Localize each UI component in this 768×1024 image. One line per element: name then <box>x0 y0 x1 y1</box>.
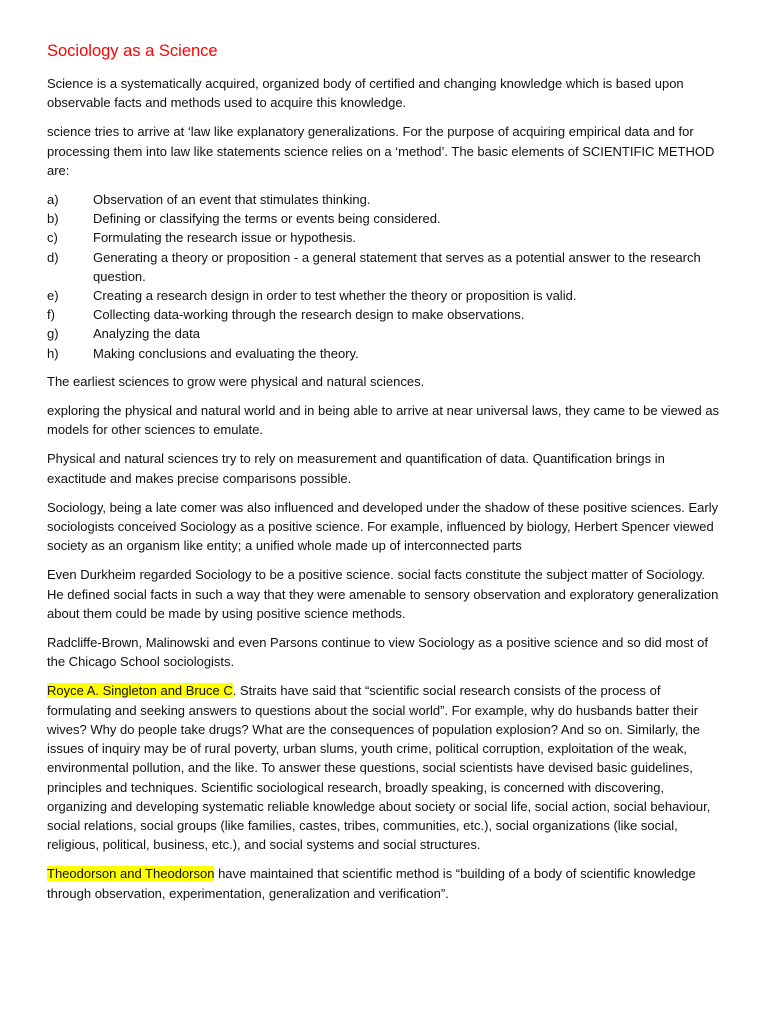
paragraph-durkheim: Even Durkheim regarded Sociology to be a positive science. social facts constitute the subject matter of Sociology. He defined social facts in such a way that they were amenable to sensory observation and exploratory generalization about them could be made by using positive science methods. <box>47 567 719 621</box>
list-item-text: Formulating the research issue or hypothesis. <box>93 230 357 246</box>
list-item-marker: a) <box>47 192 59 208</box>
list-item-text: Making conclusions and evaluating the theory. <box>93 345 359 361</box>
list-item-text: Generating a theory or proposition - a general statement that serves as a potential answer to the research question. <box>93 249 701 284</box>
list-item-marker: c) <box>47 230 58 246</box>
document-title: Sociology as a Science <box>47 42 218 60</box>
list-item-marker: b) <box>47 211 59 227</box>
paragraph-physical-world: exploring the physical and natural world and in being able to arrive at near universal laws, they came to be viewed as models for other sciences to emulate. <box>47 403 720 438</box>
paragraph-singleton-text: . Straits have said that “scientific social research consists of the process of formulating and seeking answers to questions about the social world”. For example, why do husbands batter their wives? Why do people take drugs? What are the consequences of population explosion? And so on. Similarly, the issues of inquiry may be of rural poverty, urban slums, youth crime, political corruption, exploitation of the weak, environmental pollution, and the like. To answer these questions, social scientists have devised basic guidelines, principles and techniques. Scientific sociological research, broadly speaking, is concerned with discovering, organizing and developing systematic reliable knowledge about society or social life, social action, social behaviour, social relations, social groups (like families, castes, tribes, communities, etc.), social organizations (like social, religious, political, business, etc.), and social systems and social structures. <box>47 683 711 853</box>
document-page <box>47 40 723 913</box>
paragraph-quantification: Physical and natural sciences try to rely on measurement and quantification of data. Quantification brings in exactitude and makes precise comparisons possible. <box>47 451 665 486</box>
list-item <box>47 228 723 247</box>
list-item-text: Defining or classifying the terms or events being considered. <box>93 211 441 227</box>
paragraph-singleton-straits <box>47 681 723 854</box>
scientific-method-steps-list <box>47 190 723 363</box>
list-item-marker: g) <box>47 326 59 342</box>
paragraph-earliest-sciences: The earliest sciences to grow were physical and natural sciences. <box>47 373 425 389</box>
list-item-text: Collecting data-working through the research design to make observations. <box>93 307 525 323</box>
list-item <box>47 305 723 324</box>
list-item-marker: e) <box>47 288 59 304</box>
list-item <box>47 344 723 363</box>
list-item-marker: h) <box>47 345 59 361</box>
highlighted-author-theodorson: Theodorson and Theodorson <box>47 866 215 882</box>
list-item-text: Creating a research design in order to test whether the theory or proposition is valid. <box>93 288 577 304</box>
highlighted-author-singleton: Royce A. Singleton and Bruce C <box>47 683 233 699</box>
paragraph-late-comer: Sociology, being a late comer was also influenced and developed under the shadow of these positive sciences. Early sociologists conceived Sociology as a positive science. For example, influenced by biology, Herbert Spencer viewed society as an organism like entity; a unified whole made up of interconnected parts <box>47 499 719 554</box>
list-item-marker: f) <box>47 307 55 323</box>
paragraph-theodorson-text: have maintained that scientific method is “building of a body of scientific knowledge through observation, experimentation, generalization and verification”. <box>47 866 696 901</box>
list-item <box>47 286 723 305</box>
list-item-text: Analyzing the data <box>93 326 200 342</box>
list-item-marker: d) <box>47 249 59 265</box>
paragraph-theodorson <box>47 864 723 902</box>
paragraph-scientific-method-intro: science tries to arrive at ‘law like explanatory generalizations. For the purpose of acquiring empirical data and for processing them into law like statements science relies on a ‘method’. The basic elements of SCIENTIFIC METHOD are: <box>47 124 715 178</box>
paragraph-science-definition: Science is a systematically acquired, organized body of certified and changing knowledge which is based upon observable facts and methods used to acquire this knowledge. <box>47 76 684 111</box>
list-item <box>47 190 723 209</box>
paragraph-radcliffe-brown: Radcliffe-Brown, Malinowski and even Parsons continue to view Sociology as a positive science and so did most of the Chicago School sociologists. <box>47 635 708 670</box>
list-item-text: Observation of an event that stimulates thinking. <box>93 192 371 208</box>
list-item <box>47 209 723 228</box>
list-item <box>47 324 723 343</box>
list-item <box>47 248 723 286</box>
